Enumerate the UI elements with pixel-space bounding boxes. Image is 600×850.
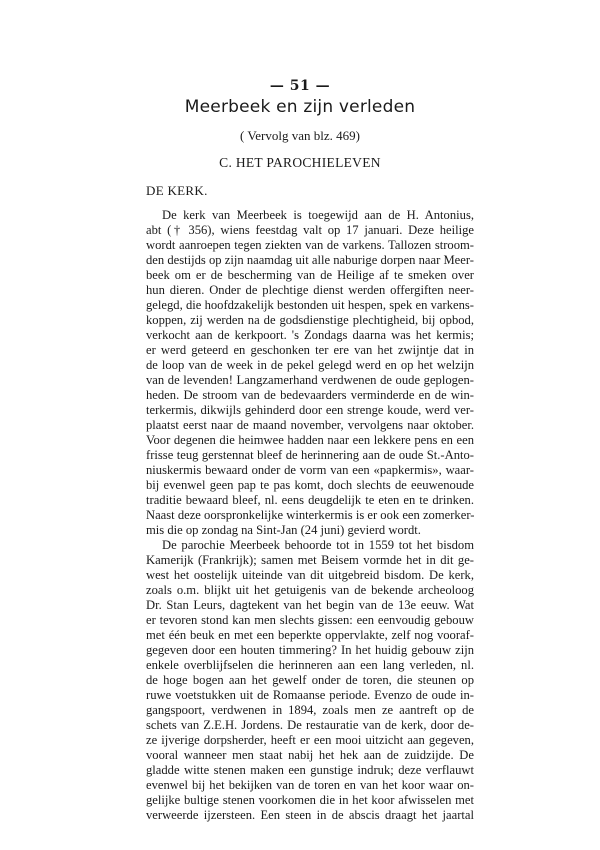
text-line: den destijds op zijn naamdag uit alle naburige dorpen naar Meer- [146, 253, 474, 267]
text-line: abt († 356), wiens feestdag valt op 17 januari. Deze heilige [146, 223, 474, 237]
text-line: ruwe voetstukken uit de Romaanse periode. Evenzo de oude in- [146, 688, 474, 702]
text-line: mis die op zondag na Sint-Jan (24 juni) gevierd wordt. [146, 523, 421, 537]
text-line: zoals o.m. blijkt uit het getuigenis van de bekende archeoloog [146, 583, 474, 597]
text-line: terkermis, dikwijls gehinderd door een strenge koude, werd ver- [146, 403, 474, 417]
text-line: traditie bewaard bleef, nl. eens deugdelijk te eten en te drinken. [146, 493, 474, 507]
text-line: er tevoren stond kan men slechts gissen: een eenvoudig gebouw [146, 613, 474, 627]
text-line: Voor degenen die heimwee hadden naar een lekkere pens en een [146, 433, 474, 447]
text-line: de loop van de week in de pekel gelegd werd en op het welzijn [146, 358, 474, 372]
article-title: Meerbeek en zijn verleden [184, 97, 416, 117]
text-line: de hoge bogen aan het gewelf onder de toren, die steunen op [146, 673, 474, 687]
text-line: van de levenden! Langzamerhand verdwenen de oude geplogen- [146, 373, 474, 387]
text-line: heden. De stroom van de bedevaarders verminderde en de win- [146, 388, 474, 402]
article-subtitle: ( Vervolg van blz. 469) [240, 128, 360, 143]
text-line: schets van Z.E.H. Jordens. De restauratie van de kerk, door de- [146, 718, 474, 732]
text-line: niuskermis bewaard onder de vorm van een «papkermis», waar- [146, 463, 474, 477]
text-line: hun dieren. Onder de plechtige dienst werden offergiften neer- [146, 283, 474, 297]
text-line: er werd geteerd en geschonken ter ere van het zwijntje dat in [146, 343, 474, 357]
body-text [146, 208, 474, 823]
text-line: De parochie Meerbeek behoorde tot in 1559 tot het bisdom [162, 538, 474, 552]
text-line: wordt aanroepen tegen ziekten van de varkens. Tallozen stroom- [146, 238, 474, 252]
text-line: ze ijverige dorpsherder, heeft er een mooi uitzicht aan gegeven, [146, 733, 474, 747]
text-line: enkele overblijfselen die herinneren aan een lang verleden, nl. [146, 658, 474, 672]
text-line: frisse teug gerstennat bleef de herinnering aan de oude St.-Anto- [146, 448, 474, 462]
text-line: gelijke bultige stenen voorkomen die in het koor afwisselen met [146, 793, 474, 807]
text-line: vooral wanneer men staat nabij het hek aan de zuidzijde. De [146, 748, 474, 762]
section-heading: C. HET PAROCHIELEVEN [219, 155, 381, 170]
text-line: koppen, zij werden na de godsdienstige plechtigheid, bij opbod, [146, 313, 474, 327]
text-line: verweerde ijzersteen. Een steen in de abscis draagt het jaartal [146, 808, 474, 822]
text-line: gangspoort, verdwenen in 1894, zoals men ze aantreft op de [146, 703, 474, 717]
text-line: Dr. Stan Leurs, dagtekent van het begin van de 13e eeuw. Wat [146, 598, 474, 612]
page-number: — 51 — [269, 78, 331, 94]
text-line: verkocht aan de kerkpoort. 's Zondags daarna was het kermis; [146, 328, 474, 342]
text-line: Kamerijk (Frankrijk); samen met Beisem vormde het in dit ge- [146, 553, 474, 567]
text-line: De kerk van Meerbeek is toegewijd aan de H. Antonius, [162, 208, 474, 222]
subsection-heading: DE KERK. [146, 183, 208, 198]
text-line: gladde witte stenen maken een gunstige indruk; deze verflauwt [146, 763, 474, 777]
text-line: beek om er de bescherming van de Heilige af te smeken over [146, 268, 474, 282]
text-line: met één beuk en met een beperkte oppervlakte, zelf nog vooraf- [146, 628, 474, 642]
text-line: gegeven door een houten timmering? In het huidig gebouw zijn [146, 643, 474, 657]
text-line: gelegd, die hoofdzakelijk bestonden uit hespen, spek en varkens- [146, 298, 474, 312]
text-line: plaatst eerst naar de maand november, vervolgens naar oktober. [146, 418, 474, 432]
text-line: bij evenwel geen pap te pas komt, doch slechts de eeuwenoude [146, 478, 474, 492]
text-line: evenwel bij het bekijken van de toren en van het koor waar on- [146, 778, 474, 792]
text-line: Naast deze oorspronkelijke winterkermis is er ook een zomerker- [146, 508, 475, 522]
text-line: west het oostelijk uiteinde van dit uitgebreid bisdom. De kerk, [146, 568, 474, 582]
